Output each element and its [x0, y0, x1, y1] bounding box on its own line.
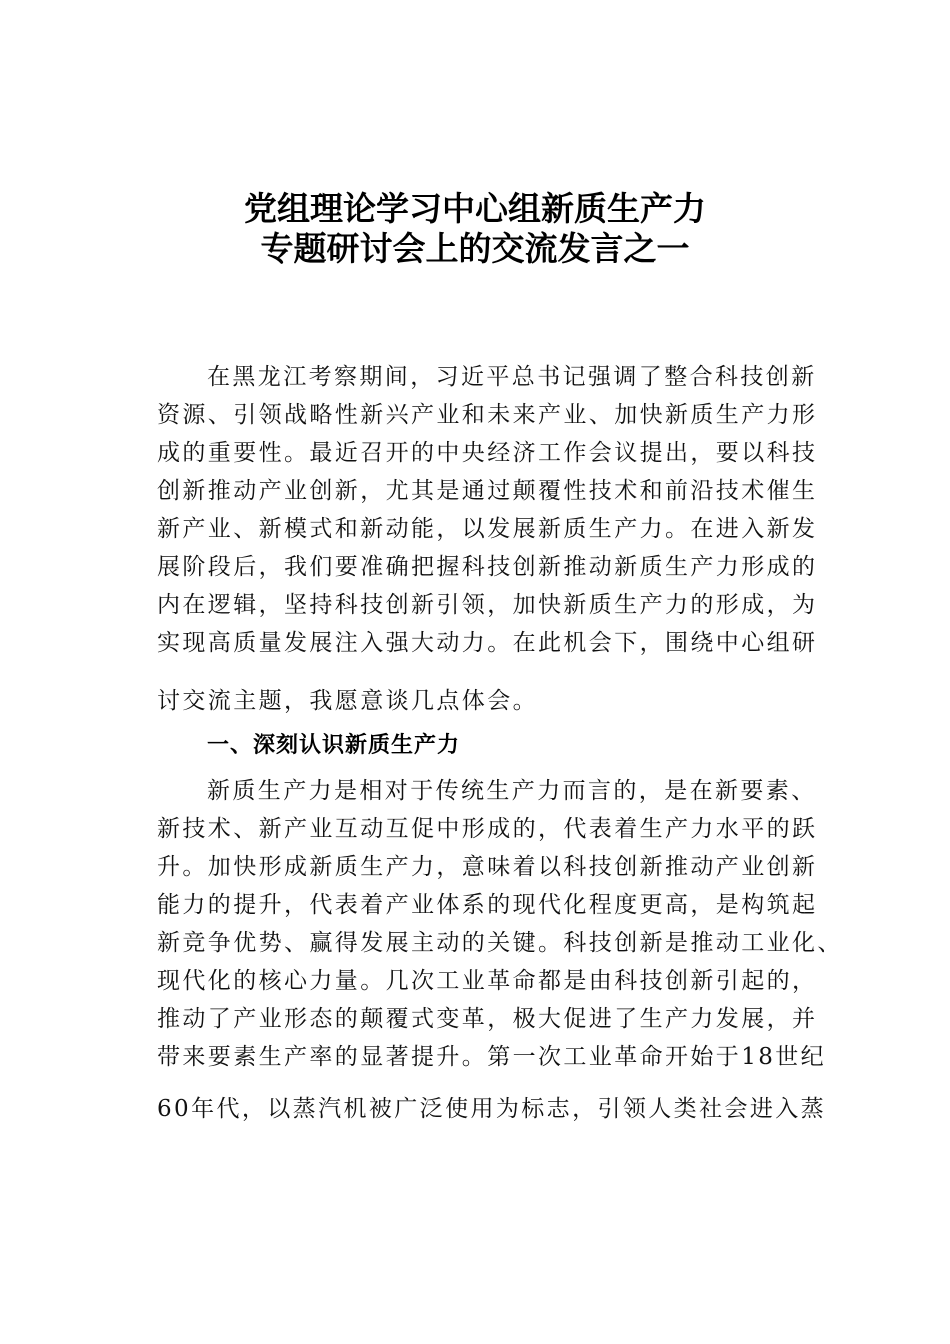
- paragraph-1-line: 讨交流主题，我愿意谈几点体会。: [157, 688, 538, 714]
- paragraph-2-line: 升。加快形成新质生产力，意味着以科技创新推动产业创新: [157, 854, 818, 880]
- paragraph-1-line: 成的重要性。最近召开的中央经济工作会议提出，要以科技: [157, 440, 818, 466]
- paragraph-2-line: 带来要素生产率的显著提升。第一次工业革命开始于18世纪: [157, 1044, 827, 1070]
- paragraph-2-line: 现代化的核心力量。几次工业革命都是由科技创新引起的，: [157, 968, 818, 994]
- paragraph-2-line: 新技术、新产业互动互促中形成的，代表着生产力水平的跃: [157, 816, 818, 842]
- document-title-line-2: 专题研讨会上的交流发言之一: [260, 229, 690, 268]
- section-heading: 一、深刻认识新质生产力: [207, 733, 461, 758]
- paragraph-2-line: 新竞争优势、赢得发展主动的关键。科技创新是推动工业化、: [157, 930, 843, 956]
- paragraph-1-line: 新产业、新模式和新动能，以发展新质生产力。在进入新发: [157, 516, 818, 542]
- paragraph-2-line: 推动了产业形态的颠覆式变革，极大促进了生产力发展，并: [157, 1006, 818, 1032]
- paragraph-2-line: 新质生产力是相对于传统生产力而言的，是在新要素、: [207, 778, 817, 804]
- paragraph-1-line: 内在逻辑，坚持科技创新引领，加快新质生产力的形成，为: [157, 592, 818, 618]
- paragraph-2-line: 60年代，以蒸汽机被广泛使用为标志，引领人类社会进入蒸: [157, 1096, 827, 1122]
- paragraph-1-line: 实现高质量发展注入强大动力。在此机会下，围绕中心组研: [157, 630, 818, 656]
- paragraph-1-line: 展阶段后，我们要准确把握科技创新推动新质生产力形成的: [157, 554, 818, 580]
- paragraph-2-line: 能力的提升，代表着产业体系的现代化程度更高，是构筑起: [157, 892, 818, 918]
- paragraph-1-line: 在黑龙江考察期间，习近平总书记强调了整合科技创新: [207, 364, 817, 390]
- document-title-line-1: 党组理论学习中心组新质生产力: [244, 189, 706, 228]
- paragraph-1-line: 创新推动产业创新，尤其是通过颠覆性技术和前沿技术催生: [157, 478, 818, 504]
- paragraph-1-line: 资源、引领战略性新兴产业和未来产业、加快新质生产力形: [157, 402, 818, 428]
